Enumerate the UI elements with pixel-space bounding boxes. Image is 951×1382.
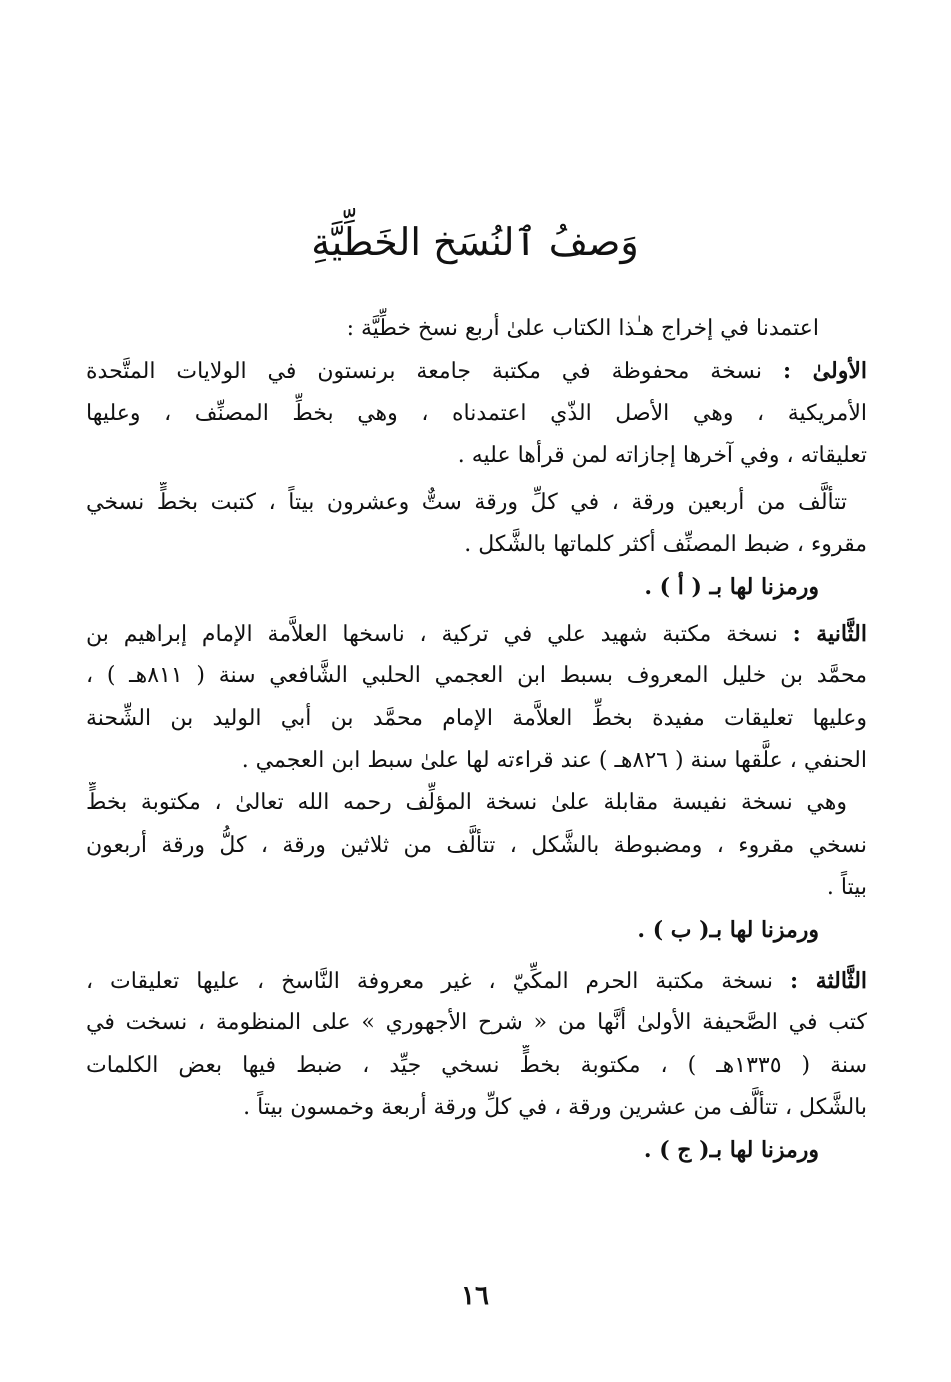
first-manuscript-text-1: نسخة محفوظة في مكتبة جامعة برنستون في الولايات المتَّحدة xyxy=(86,359,763,385)
second-manuscript-line-1 xyxy=(86,613,867,655)
second-manuscript-text-1: نسخة مكتبة شهيد علي في تركية ، ناسخها العلاَّمة الإمام إبراهيم بن xyxy=(86,621,778,647)
third-symbol-line: ورمزنا لها بـ( ج ) . xyxy=(643,1137,819,1164)
third-manuscript-line-1 xyxy=(86,960,867,1002)
second-manuscript-label: الثَّانية : xyxy=(792,620,867,647)
first-manuscript-line-1 xyxy=(86,350,867,392)
first-desc-line-2: مقروء ، ضبط المصنِّف أكثر كلماتها بالشَّكل . xyxy=(464,531,867,557)
first-symbol-line: ورمزنا لها بـ ( أ ) . xyxy=(644,574,819,601)
second-desc-line-3: بيتاً . xyxy=(826,875,867,901)
page-number: ١٦ xyxy=(461,1281,489,1311)
section-title: وَصفُ ٱلنُسَخ الخَطِّيَّةِ xyxy=(311,220,639,264)
second-desc-line-1 xyxy=(86,782,867,824)
third-manuscript-text-1: نسخة مكتبة الحرم المكِّيّ ، غير معروفة النَّاسخ ، عليها تعليقات ، xyxy=(86,968,773,994)
second-manuscript-line-4: الحنفي ، علَّقها سنة ( ٨٢٦هـ ) عند قراءته لها علىٰ سبط ابن العجمي . xyxy=(241,747,867,773)
third-manuscript-line-4: بالشَّكل ، تتألَّف من عشرين ورقة ، في كلِّ ورقة أربعة وخمسون بيتاً . xyxy=(243,1095,867,1121)
first-manuscript-line-2: الأمريكية ، وهي الأصل الذّي اعتمدناه ، وهي بخطِّ المصنِّف ، وعليها xyxy=(86,400,867,426)
third-manuscript-line-3: سنة ( ١٣٣٥هـ ) ، مكتوبة بخطٍّ نسخي جيِّد ، ضبط فيها بعض الكلمات xyxy=(86,1052,867,1078)
third-manuscript-label: الثَّالثة : xyxy=(789,967,867,994)
second-desc-text-1: وهي نسخة نفيسة مقابلة علىٰ نسخة المؤلِّف رحمه الله تعالىٰ ، مكتوبة بخطٍّ xyxy=(86,790,847,816)
body-text xyxy=(86,308,867,1172)
third-manuscript-line-2: كتب في الصَّحيفة الأولىٰ أنَّها من « شرح الأجهوري » على المنظومة ، نسخت في xyxy=(86,1010,867,1036)
second-manuscript-line-2: محمَّد بن خليل المعروف بسبط ابن العجمي الحلبي الشَّافعي سنة ( ٨١١هـ ) ، xyxy=(86,663,867,689)
first-desc-text-1: تتألَّف من أربعين ورقة ، في كلِّ ورقة ستٌّ وعشرون بيتاً ، كتبت بخطٍّ نسخي xyxy=(86,489,847,515)
second-manuscript-line-3: وعليها تعليقات مفيدة بخطِّ العلاَّمة الإمام محمَّد بن أبي الوليد بن الشِّحنة xyxy=(86,705,867,731)
intro-line: اعتمدنا في إخراج هـٰذا الكتاب علىٰ أربع نسخ خطِّيَّة : xyxy=(346,316,819,341)
first-manuscript-label: الأولىٰ : xyxy=(782,358,867,385)
first-manuscript-line-3: تعليقاته ، وفي آخرها إجازاته لمن قرأها عليه . xyxy=(457,443,867,469)
first-desc-line-1 xyxy=(86,482,867,524)
second-symbol-line: ورمزنا لها بـ( ب ) . xyxy=(637,917,819,944)
second-desc-line-2: نسخي مقروء ، ومضبوطة بالشَّكل ، تتألَّف من ثلاثين ورقة ، كلُّ ورقة أربعون xyxy=(86,832,867,858)
